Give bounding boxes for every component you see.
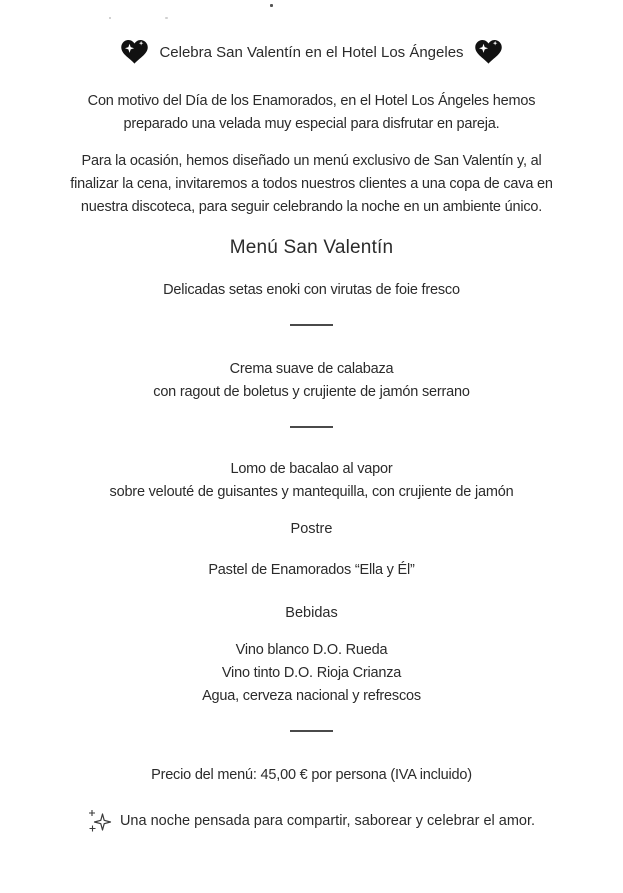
course-line: Lomo de bacalao al vapor bbox=[230, 461, 393, 477]
course-main bbox=[0, 458, 623, 504]
intro-line: Con motivo del Día de los Enamorados, en el Hotel Los Ángeles hemos bbox=[87, 93, 536, 109]
course-line: sobre velouté de guisantes y mantequilla, con crujiente de jamón bbox=[109, 484, 514, 500]
course-starter bbox=[0, 279, 623, 302]
intro-paragraph-1 bbox=[0, 90, 623, 136]
course-divider bbox=[290, 324, 333, 326]
intro-line: nuestra discoteca, para seguir celebrando la noche en un ambiente único. bbox=[80, 199, 543, 215]
dessert-item bbox=[0, 559, 623, 582]
scan-speck bbox=[109, 17, 111, 19]
scan-speck bbox=[270, 4, 273, 7]
intro-line: finalizar la cena, invitaremos a todos nuestros clientes a una copa de cava en bbox=[70, 176, 553, 192]
drinks-item: Vino blanco D.O. Rueda bbox=[235, 642, 388, 658]
price-line bbox=[0, 764, 623, 787]
scan-speck bbox=[165, 17, 168, 19]
footer-divider bbox=[290, 730, 333, 732]
sparkling-heart-icon bbox=[475, 40, 502, 64]
drinks-item: Agua, cerveza nacional y refrescos bbox=[202, 688, 421, 704]
course-line: Crema suave de calabaza bbox=[229, 361, 394, 377]
document-title-row bbox=[0, 40, 623, 64]
course-divider bbox=[290, 426, 333, 428]
closing-row bbox=[0, 809, 623, 833]
course-line: con ragout de boletus y crujiente de jamón serrano bbox=[153, 384, 470, 400]
drinks-heading: Bebidas bbox=[285, 605, 338, 621]
drinks-list bbox=[0, 639, 623, 708]
document-title: Celebra San Valentín en el Hotel Los Ángeles bbox=[159, 43, 464, 61]
menu-heading: Menú San Valentín bbox=[229, 237, 394, 258]
sparkling-heart-icon bbox=[121, 40, 148, 64]
dessert-heading: Postre bbox=[290, 521, 333, 537]
closing-text: Una noche pensada para compartir, saborear y celebrar el amor. bbox=[119, 812, 536, 829]
sparkles-icon bbox=[88, 809, 112, 833]
drinks-item: Vino tinto D.O. Rioja Crianza bbox=[221, 665, 402, 681]
dessert-item-line: Pastel de Enamorados “Ella y Él” bbox=[208, 562, 415, 578]
intro-paragraph-2 bbox=[0, 150, 623, 219]
intro-line: Para la ocasión, hemos diseñado un menú exclusivo de San Valentín y, al bbox=[81, 153, 542, 169]
course-line: Delicadas setas enoki con virutas de foie fresco bbox=[163, 282, 460, 298]
course-soup bbox=[0, 358, 623, 404]
price-text: Precio del menú: 45,00 € por persona (IVA incluido) bbox=[151, 767, 472, 783]
intro-line: preparado una velada muy especial para disfrutar en pareja. bbox=[123, 116, 500, 132]
